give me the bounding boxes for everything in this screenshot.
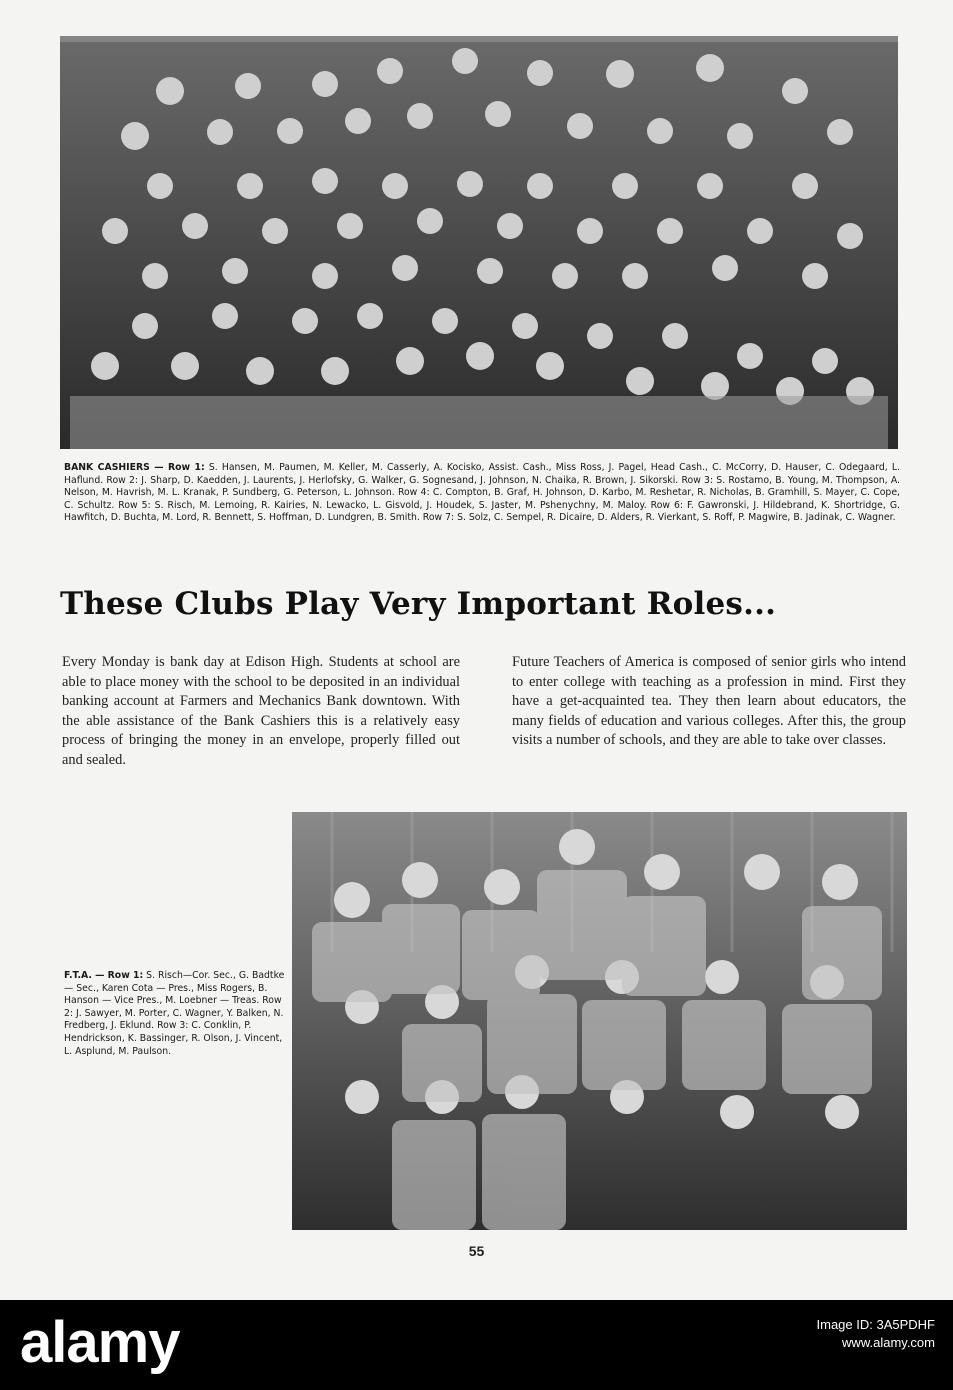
bank-caption-names: S. Hansen, M. Paumen, M. Keller, M. Casserly, A. Kocisko, Assist. Cash., Miss Ross, J. Pagel, Head Cash., C. McCorry, D. Hauser, C. Odegaard, L. Haflund. Row 2: J. Sharp, D. Kaedden, J. Laurents, J. Herlofsky, G. Walker, G. Sognesand, J. Johnson, N. Chaika, R. Brown, J. Sikorski. Row 3: S. Rostamo, B. Young, M. Thompson, A. Nelson, M. Havrish, M. L. Kranak, P. Sundberg, G. Peterson, L. Johnson. Row 4: C. Compton, B. Graf, H. Johnson, D. Karbo, M. Reshetar, R. Nicholas, B. Gramhill, S. Mayer, C. Cope, C. Schultz. Row 5: S. Risch, M. Lemoing, R. Kairies, N. Lewacko, L. Gisvold, J. Houdek, S. Jaster, M. Pshenychny, M. Maloy. Row 6: F. Gawronski, J. Hildebrand, K. Shortridge, G. Hawfitch, D. Buchta, M. Lord, R. Bennett, S. Hoffman, D. Lundgren, B. Smith. Row 7: S. Solz, C. Sempel, R. Dicaire, D. Alders, R. Vierkant, S. Roff, P. Magwire, B. Jadinak, C. Wagner. [64,462,900,524]
bank-caption-heading: BANK CASHIERS — Row 1: [64,462,205,473]
alamy-image-id-label: Image ID: 3A5PDHF [816,1317,935,1332]
bank-cashiers-caption [64,462,900,525]
page-number: 55 [468,1243,485,1259]
future-teachers-paragraph: Future Teachers of America is composed of senior girls who intend to enter college with teaching as a profession in mind. First they have a get-acquainted tea. They then learn about educators, the many fields of education and various colleges. After this, the group visits a number of schools, and they are able to take over classes. [512,654,906,749]
bank-cashiers-photo [60,36,898,449]
fta-caption-names: S. Risch—Cor. Sec., G. Badtke — Sec., Karen Cota — Pres., Miss Rogers, B. Hanson — Vice Pres., M. Loebner — Treas. Row 2: J. Sawyer, M. Porter, C. Wagner, Y. Balken, N. Fredberg, J. Eklund. Row 3: C. Conklin, P. Hendrickson, K. Bassinger, R. Olson, J. Vincent, L. Asplund, M. Paulson. [64,970,285,1057]
bank-cashiers-photo-art [60,36,898,449]
alamy-image-id [817,1316,936,1352]
fta-caption-heading: F.T.A. — Row 1: [64,970,144,981]
fta-photo-art [292,812,907,1230]
alamy-url: www.alamy.com [842,1335,935,1350]
fta-photo [292,812,907,1230]
fta-caption [64,970,286,1058]
alamy-logo: alamy [20,1310,180,1375]
bank-day-paragraph: Every Monday is bank day at Edison High. Students at school are able to place money with the school to be deposited in an individual banking account at Farmers and Mechanics Bank downtown. With the able assistance of the Bank Cashiers this is a relatively easy process of bringing the money in an envelope, properly filled out and sealed. [62,654,460,768]
page-headline: These Clubs Play Very Important Roles... [60,586,777,622]
